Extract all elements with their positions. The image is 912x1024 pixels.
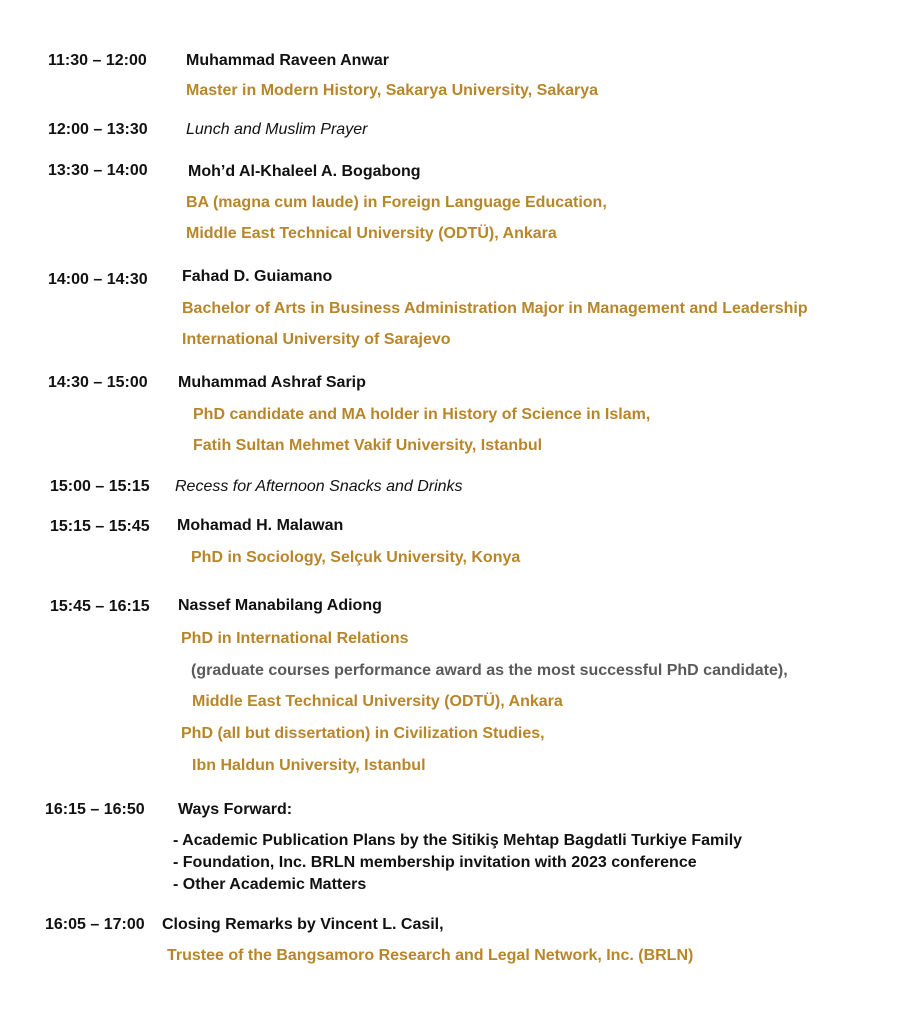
- speaker-credential: Middle East Technical University (ODTÜ), Ankara: [186, 225, 557, 242]
- time-slot: 16:05 – 17:00: [45, 916, 145, 933]
- time-slot: 16:15 – 16:50: [45, 801, 145, 818]
- speaker-name: Muhammad Ashraf Sarip: [178, 374, 366, 391]
- time-slot: 12:00 – 13:30: [48, 121, 148, 138]
- agenda-item: - Foundation, Inc. BRLN membership invitation with 2023 conference: [173, 854, 697, 871]
- time-slot: 11:30 – 12:00: [48, 52, 147, 69]
- time-slot: 15:00 – 15:15: [50, 478, 150, 495]
- session-title: Ways Forward:: [178, 801, 293, 818]
- speaker-credential: BA (magna cum laude) in Foreign Language Education,: [186, 194, 607, 211]
- speaker-name: Mohamad H. Malawan: [177, 517, 344, 534]
- speaker-credential: Ibn Haldun University, Istanbul: [192, 757, 426, 774]
- speaker-credential: Master in Modern History, Sakarya University, Sakarya: [186, 82, 599, 99]
- speaker-credential: Middle East Technical University (ODTÜ), Ankara: [192, 693, 563, 710]
- time-slot: 15:45 – 16:15: [50, 598, 150, 615]
- break-label: Recess for Afternoon Snacks and Drinks: [175, 478, 463, 495]
- agenda-item: - Academic Publication Plans by the Sitikiş Mehtap Bagdatli Turkiye Family: [173, 832, 743, 849]
- speaker-credential: PhD in Sociology, Selçuk University, Konya: [191, 549, 521, 566]
- speaker-credential: PhD (all but dissertation) in Civilization Studies,: [181, 725, 545, 742]
- time-slot: 14:30 – 15:00: [48, 374, 148, 391]
- time-slot: 13:30 – 14:00: [48, 162, 148, 179]
- speaker-credential: Bachelor of Arts in Business Administration Major in Management and Leadership: [182, 300, 808, 317]
- speaker-credential: International University of Sarajevo: [182, 331, 451, 348]
- speaker-name: Moh’d Al-Khaleel A. Bogabong: [188, 163, 421, 180]
- agenda-item: - Other Academic Matters: [173, 876, 367, 893]
- speaker-credential: Trustee of the Bangsamoro Research and Legal Network, Inc. (BRLN): [167, 947, 694, 964]
- speaker-credential: PhD candidate and MA holder in History of Science in Islam,: [193, 406, 651, 423]
- speaker-name: Nassef Manabilang Adiong: [178, 597, 382, 614]
- speaker-credential: PhD in International Relations: [181, 630, 409, 647]
- speaker-credential: (graduate courses performance award as the most successful PhD candidate),: [191, 662, 788, 679]
- time-slot: 14:00 – 14:30: [48, 271, 148, 288]
- speaker-name: Muhammad Raveen Anwar: [186, 52, 390, 69]
- speaker-credential: Fatih Sultan Mehmet Vakif University, Istanbul: [193, 437, 543, 454]
- break-label: Lunch and Muslim Prayer: [186, 121, 368, 138]
- speaker-name: Fahad D. Guiamano: [182, 268, 333, 285]
- session-title: Closing Remarks by Vincent L. Casil,: [162, 916, 444, 933]
- time-slot: 15:15 – 15:45: [50, 518, 150, 535]
